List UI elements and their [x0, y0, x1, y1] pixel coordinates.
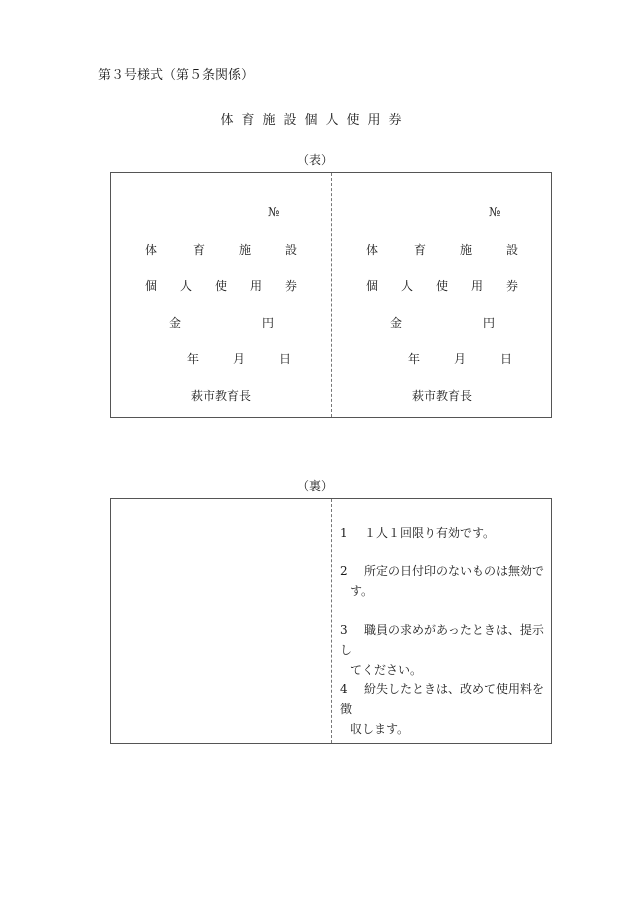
note-number: 1	[340, 526, 348, 540]
note-number: 3	[340, 623, 348, 637]
ticket-amount-label: 金	[169, 316, 182, 330]
note-text: 紛失したときは、改めて使用料を徴	[340, 682, 545, 716]
note-text: １人１回限り有効です。	[364, 526, 496, 540]
ticket-row1-char: 施	[239, 243, 252, 257]
ticket-row2-char: 人	[180, 279, 193, 293]
ticket-row1-char: 体	[145, 243, 158, 257]
ticket-row2-char: 用	[250, 279, 263, 293]
ticket-right	[332, 173, 552, 417]
ticket-date-year: 年	[408, 352, 421, 366]
note-item	[340, 620, 550, 680]
ticket-row2-char: 用	[471, 279, 484, 293]
ticket-back-box	[110, 498, 552, 744]
note-item	[340, 679, 550, 739]
ticket-row1-char: 施	[460, 243, 473, 257]
back-side-label: （裏）	[296, 479, 333, 493]
note-text: 所定の日付印のないものは無効で	[364, 564, 545, 578]
ticket-row1-char: 設	[506, 243, 519, 257]
note-number: 2	[340, 564, 348, 578]
note-text: 職員の求めがあったときは、提示し	[340, 623, 544, 657]
ticket-row2-char: 券	[506, 279, 519, 293]
document-title: 体育施設個人使用券	[220, 113, 410, 128]
cut-line	[331, 499, 332, 743]
ticket-date-day: 日	[279, 352, 292, 366]
ticket-front-box	[110, 172, 552, 418]
ticket-row2-char: 使	[215, 279, 228, 293]
ticket-issuer: 萩市教育長	[412, 389, 473, 403]
ticket-row1-char: 育	[193, 243, 206, 257]
note-item	[340, 561, 550, 601]
ticket-row2-char: 個	[366, 279, 379, 293]
ticket-date-month: 月	[233, 352, 246, 366]
note-item	[340, 523, 550, 543]
ticket-date-year: 年	[187, 352, 200, 366]
note-text-continued: す。	[350, 584, 374, 598]
ticket-amount-unit: 円	[483, 316, 496, 330]
ticket-date-month: 月	[454, 352, 467, 366]
ticket-row2-char: 使	[436, 279, 449, 293]
ticket-row1-char: 設	[285, 243, 298, 257]
front-side-label: （表）	[296, 153, 333, 167]
ticket-row2-char: 券	[285, 279, 298, 293]
ticket-row2-char: 人	[401, 279, 414, 293]
ticket-amount-label: 金	[390, 316, 403, 330]
note-number: 4	[340, 682, 348, 696]
ticket-row2-char: 個	[145, 279, 158, 293]
note-text-continued: てください。	[350, 663, 423, 677]
ticket-left	[111, 173, 331, 417]
ticket-number-label: №	[268, 205, 280, 219]
note-text-continued: 収します。	[350, 722, 410, 736]
ticket-amount-unit: 円	[262, 316, 275, 330]
ticket-row1-char: 体	[366, 243, 379, 257]
ticket-date-day: 日	[500, 352, 513, 366]
ticket-number-label: №	[489, 205, 501, 219]
ticket-row1-char: 育	[414, 243, 427, 257]
form-number: 第３号様式（第５条関係）	[98, 68, 255, 83]
ticket-issuer: 萩市教育長	[191, 389, 252, 403]
